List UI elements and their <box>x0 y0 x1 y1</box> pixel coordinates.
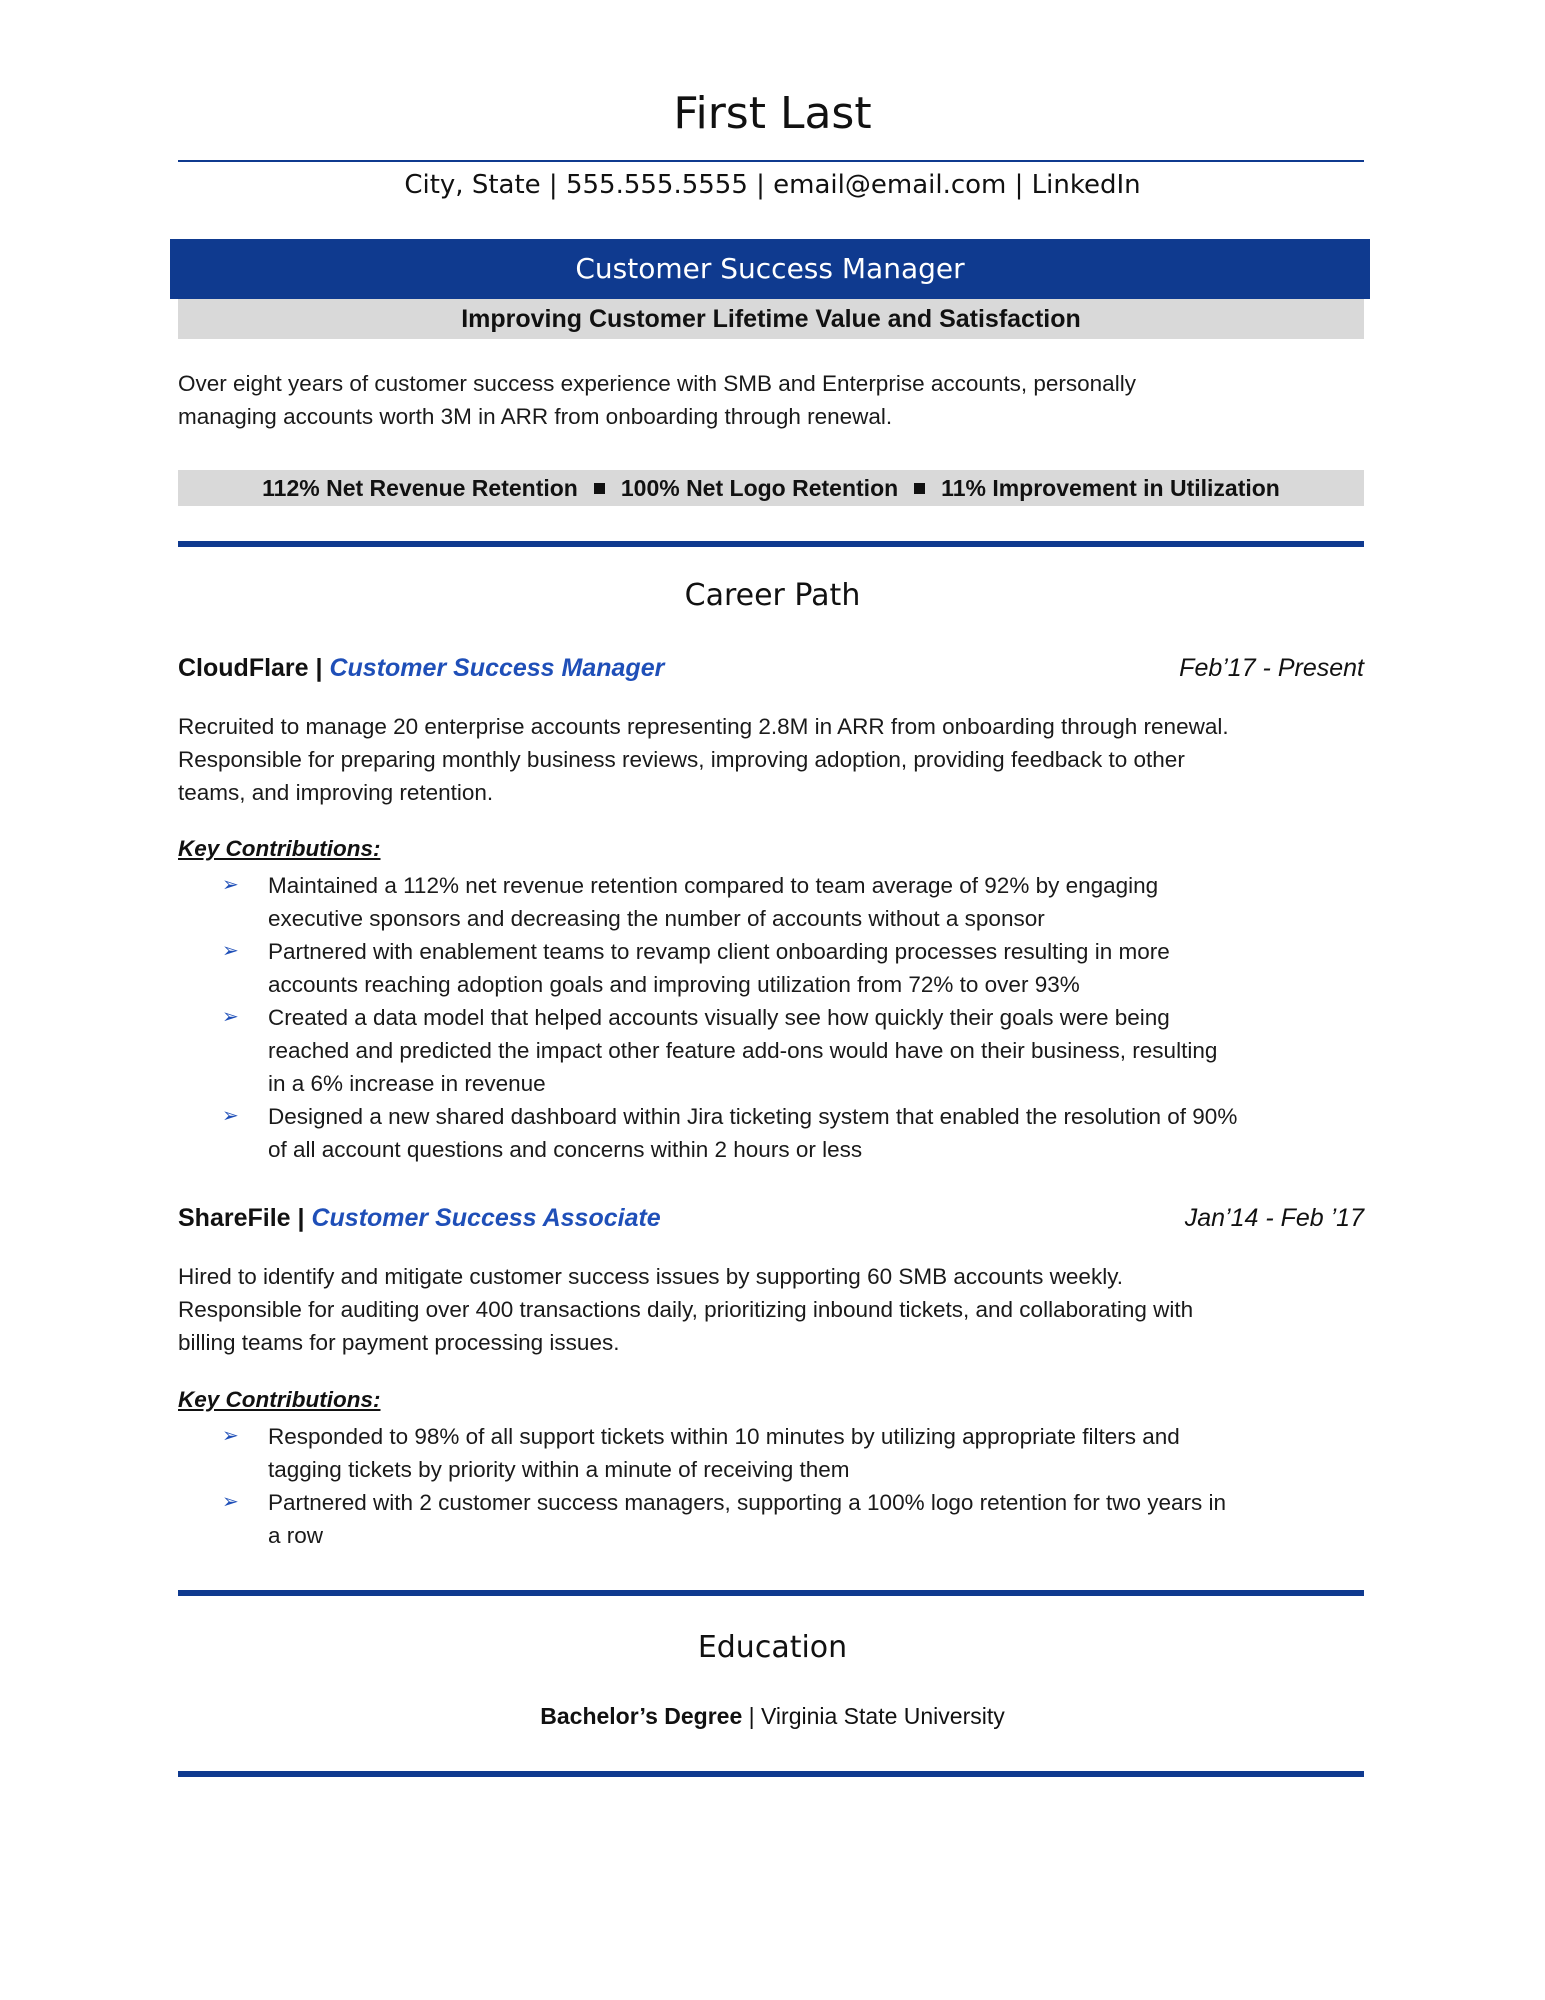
contribution-line: Maintained a 112% net revenue retention compared to team average of 92% by engaging <box>268 873 1159 898</box>
key-contributions-label: Key Contributions: <box>178 1387 381 1412</box>
job-description <box>178 710 1368 809</box>
contribution-line: Partnered with enablement teams to revamp client onboarding processes resulting in more <box>268 939 1170 964</box>
description-line: Responsible for auditing over 400 transactions daily, prioritizing inbound tickets, and collaborating with <box>178 1297 1194 1322</box>
contribution-list <box>222 869 1372 1166</box>
job-description <box>178 1260 1368 1359</box>
arrow-bullet-icon: ➢ <box>222 1105 239 1127</box>
contribution-line: a row <box>268 1523 324 1548</box>
section-divider <box>178 541 1364 547</box>
job-separator: | <box>297 1204 305 1232</box>
arrow-bullet-icon: ➢ <box>222 874 239 896</box>
job-dates: Jan’14 - Feb ’17 <box>1184 1204 1364 1232</box>
job-header <box>178 1200 1364 1236</box>
key-contributions-label: Key Contributions: <box>178 836 381 861</box>
education-separator: | <box>742 1703 761 1729</box>
contribution-line: of all account questions and concerns within 2 hours or less <box>268 1137 863 1162</box>
section-title-career: Career Path <box>684 578 861 613</box>
header-divider <box>178 160 1364 162</box>
arrow-bullet-icon: ➢ <box>222 940 239 962</box>
headline-title-bar: Customer Success Manager <box>170 239 1370 299</box>
arrow-bullet-icon: ➢ <box>222 1425 239 1447</box>
contribution-item <box>222 935 1372 1001</box>
summary-line: managing accounts worth 3M in ARR from onboarding through renewal. <box>178 404 893 429</box>
school-name: Virginia State University <box>761 1703 1005 1729</box>
contribution-line: accounts reaching adoption goals and improving utilization from 72% to over 93% <box>268 972 1080 997</box>
contribution-item <box>222 1100 1372 1166</box>
contribution-list <box>222 1420 1372 1552</box>
arrow-bullet-icon: ➢ <box>222 1491 239 1513</box>
description-line: Hired to identify and mitigate customer success issues by supporting 60 SMB accounts weekly. <box>178 1264 1124 1289</box>
metric-item: 11% Improvement in Utilization <box>941 475 1280 501</box>
section-divider <box>178 1590 1364 1596</box>
contribution-item <box>222 1420 1372 1486</box>
arrow-bullet-icon: ➢ <box>222 1006 239 1028</box>
contribution-line: reached and predicted the impact other feature add-ons would have on their business, resulting <box>268 1038 1218 1063</box>
description-line: Recruited to manage 20 enterprise accounts representing 2.8M in ARR from onboarding through renewal. <box>178 714 1229 739</box>
contribution-line: Responded to 98% of all support tickets within 10 minutes by utilizing appropriate filters and <box>268 1424 1180 1449</box>
metric-item: 100% Net Logo Retention <box>620 475 899 501</box>
metric-item: 112% Net Revenue Retention <box>262 475 578 501</box>
description-line: billing teams for payment processing issues. <box>178 1330 620 1355</box>
headline-subtitle-bar: Improving Customer Lifetime Value and Satisfaction <box>178 299 1364 339</box>
square-separator-icon <box>594 483 605 494</box>
contribution-line: Partnered with 2 customer success managers, supporting a 100% logo retention for two years in <box>268 1490 1226 1515</box>
job-role: Customer Success Associate <box>311 1204 661 1232</box>
degree-name: Bachelor’s Degree <box>540 1703 743 1729</box>
contribution-line: Created a data model that helped accounts visually see how quickly their goals were being <box>268 1005 1170 1030</box>
education-entry <box>0 1703 1545 1730</box>
job-dates: Feb’17 - Present <box>1179 654 1364 682</box>
contribution-line: tagging tickets by priority within a minute of receiving them <box>268 1457 850 1482</box>
metrics-bar <box>178 470 1364 506</box>
description-line: teams, and improving retention. <box>178 780 494 805</box>
contribution-line: in a 6% increase in revenue <box>268 1071 546 1096</box>
company-name: CloudFlare <box>178 654 309 682</box>
contribution-line: Designed a new shared dashboard within Jira ticketing system that enabled the resolution of 90% <box>268 1104 1238 1129</box>
summary-paragraph <box>178 367 1364 433</box>
job-role: Customer Success Manager <box>329 654 665 682</box>
contribution-line: executive sponsors and decreasing the number of accounts without a sponsor <box>268 906 1045 931</box>
section-title-education: Education <box>697 1630 848 1665</box>
contribution-item <box>222 869 1372 935</box>
candidate-name: First Last <box>673 88 872 139</box>
contribution-item <box>222 1486 1372 1552</box>
contact-line: City, State | 555.555.5555 | email@email.com | LinkedIn <box>404 170 1141 200</box>
company-name: ShareFile <box>178 1204 291 1232</box>
summary-line: Over eight years of customer success experience with SMB and Enterprise accounts, personally <box>178 371 1136 396</box>
square-separator-icon <box>914 483 925 494</box>
footer-divider <box>178 1771 1364 1777</box>
description-line: Responsible for preparing monthly business reviews, improving adoption, providing feedback to other <box>178 747 1185 772</box>
contribution-item <box>222 1001 1372 1100</box>
job-separator: | <box>315 654 323 682</box>
job-header <box>178 650 1364 686</box>
